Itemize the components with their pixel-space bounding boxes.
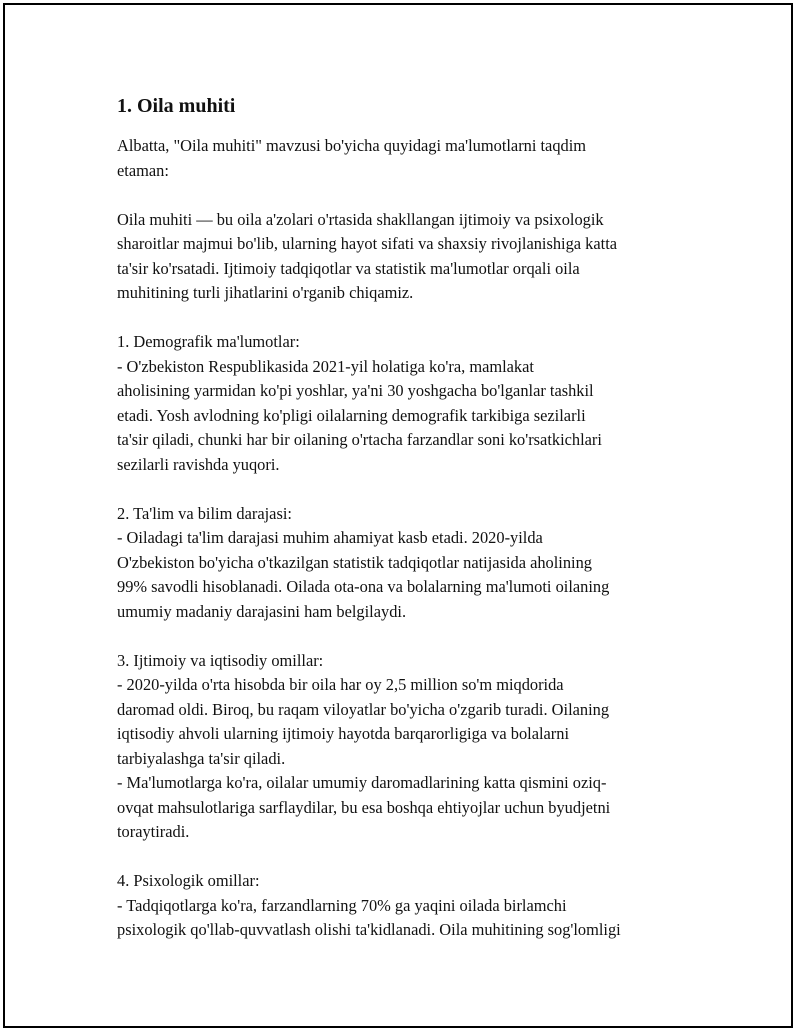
education-section: 2. Ta'lim va bilim darajasi: - Oiladagi ta'lim darajasi muhim ahamiyat kasb etadi. 2020-yilda O'zbekiston bo'yicha o'tkazilgan statistik tadqiqotlar natijasida aholining 99% savodli hisoblanadi. Oilada ota-ona va bolalarning ma'lumoti oilaning umumiy madaniy darajasini ham belgilaydi. xyxy=(117,503,610,621)
demographic-section: 1. Demografik ma'lumotlar: - O'zbekiston Respublikasida 2021-yil holatiga ko'ra, mamlakat aholisining yarmidan ko'pi yoshlar, ya'ni 30 yoshgacha bo'lganlar tashkil etadi. Yosh avlodning ko'pligi oilalarning demografik tarkibiga sezilarli ta'sir qiladi, chunki har bir oilaning o'rtacha farzandlar soni ko'rsatkichlari sezilarli ravishda yuqori. xyxy=(117,332,602,474)
psychological-section: 4. Psixologik omillar: - Tadqiqotlarga ko'ra, farzandlarning 70% ga yaqini oilada birlamchi psixologik qo'llab-quvvatlash olishi ta'kidlanadi. Oila muhitining sog'lomligi xyxy=(117,871,621,939)
document-body xyxy=(117,92,687,943)
section-title: 1. Oila muhiti xyxy=(117,95,236,117)
intro-paragraph: Albatta, "Oila muhiti" mavzusi bo'yicha quyidagi ma'lumotlarni taqdim etaman: xyxy=(117,136,587,180)
definition-paragraph: Oila muhiti — bu oila a'zolari o'rtasida shakllangan ijtimoiy va psixologik sharoitlar majmui bo'lib, ularning hayot sifati va shaxsiy rivojlanishiga katta ta'sir ko'rsatadi. Ijtimoiy tadqiqotlar va statistik ma'lumotlar orqali oila muhitining turli jihatlarini o'rganib chiqamiz. xyxy=(117,209,618,302)
socio-economic-section: 3. Ijtimoiy va iqtisodiy omillar: - 2020-yilda o'rta hisobda bir oila har oy 2,5 million so'm miqdorida daromad oldi. Biroq, bu raqam viloyatlar bo'yicha o'zgarib turadi. Oilaning iqtisodiy ahvoli ularning ijtimoiy hayotda barqarorligiga va bolalarni tarbiyalashga ta'sir qiladi. - Ma'lumotlarga ko'ra, oilalar umumiy daromadlarining katta qismini oziq- ovqat mahsulotlariga sarflaydilar, bu esa boshqa ehtiyojlar uchun byudjetni toraytiradi. xyxy=(117,650,611,841)
